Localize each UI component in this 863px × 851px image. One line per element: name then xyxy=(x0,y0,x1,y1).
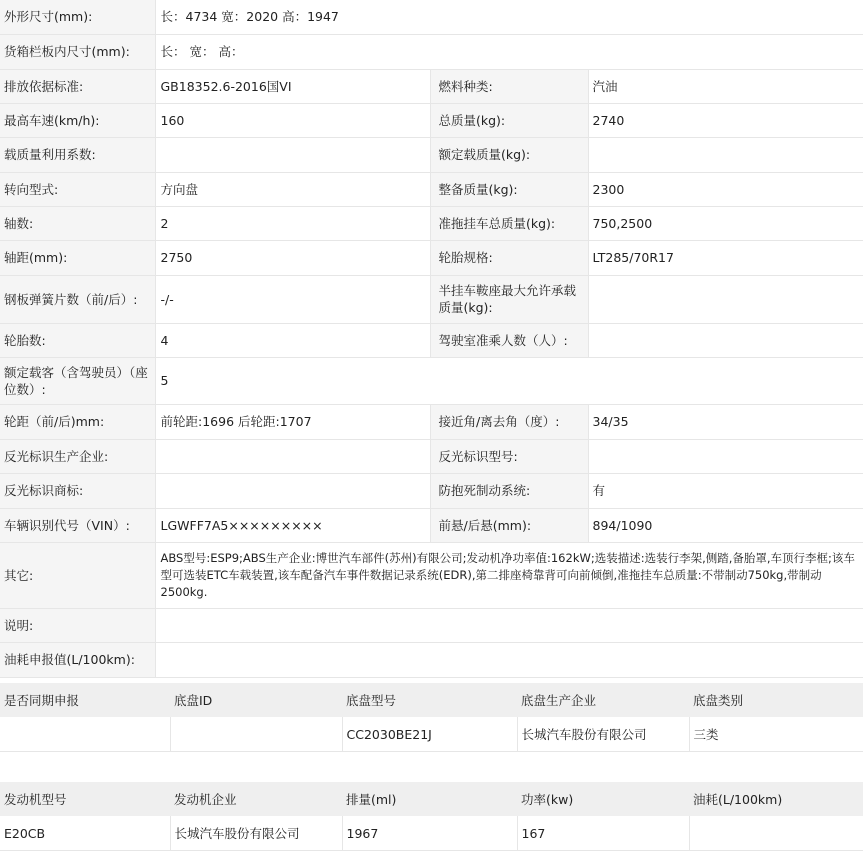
total-mass-value: 2740 xyxy=(588,103,863,137)
chassis-header-cell: 底盘型号 xyxy=(342,683,517,717)
chassis-header-cell: 底盘ID xyxy=(170,683,342,717)
overhang-label: 前悬/后悬(mm): xyxy=(430,508,588,542)
other-label: 其它: xyxy=(0,542,155,608)
vin-value: LGWFF7A5××××××××× xyxy=(155,508,430,542)
chassis-header-row xyxy=(0,683,863,717)
steering-value: 方向盘 xyxy=(155,172,430,206)
leaf-value: -/- xyxy=(155,275,430,323)
tire-spec-label: 轮胎规格: xyxy=(430,240,588,275)
axles-value: 2 xyxy=(155,206,430,240)
chassis-cell: CC2030BE21J xyxy=(342,717,517,752)
cargo-value: 长： 宽： 高： xyxy=(155,34,863,69)
refl-model-label: 反光标识型号: xyxy=(430,439,588,473)
consumption-label: 油耗申报值(L/100km): xyxy=(0,642,155,677)
load-util-value xyxy=(155,137,430,172)
tires-value: 4 xyxy=(155,323,430,357)
cargo-label: 货箱栏板内尺寸(mm): xyxy=(0,34,155,69)
spec-row-cargo xyxy=(0,34,863,69)
refl-brand-value xyxy=(155,473,430,508)
note-label: 说明: xyxy=(0,608,155,642)
spec-row-passengers xyxy=(0,357,863,404)
dims-label: 外形尺寸(mm): xyxy=(0,0,155,34)
spec-row-track xyxy=(0,404,863,439)
refl-model-value xyxy=(588,439,863,473)
spec-row-leaf xyxy=(0,275,863,323)
leaf-label: 钢板弹簧片数（前/后）: xyxy=(0,275,155,323)
spec-row-emission xyxy=(0,69,863,103)
chassis-cell: 三类 xyxy=(689,717,863,752)
passengers-label: 额定载客（含驾驶员）（座位数）: xyxy=(0,357,155,404)
engine-header-cell: 油耗(L/100km) xyxy=(689,782,863,816)
refl-mfr-value xyxy=(155,439,430,473)
spec-row-other xyxy=(0,542,863,608)
passengers-value: 5 xyxy=(155,357,863,404)
engine-cell: E20CB xyxy=(0,816,170,851)
fuel-value: 汽油 xyxy=(588,69,863,103)
trailer-label: 准拖挂车总质量(kg): xyxy=(430,206,588,240)
other-value: ABS型号:ESP9;ABS生产企业:博世汽车部件(苏州)有限公司;发动机净功率值:162kW;选装描述:选装行李架,侧踏,备胎罩,车顶行李框;该车型可选装ETC车载装置,该车配备汽车事件数据记录系统(EDR),第二排座椅靠背可向前倾倒,准拖挂车总质量:不带制动750kg,带制动2500kg. xyxy=(155,542,863,608)
wheelbase-value: 2750 xyxy=(155,240,430,275)
cab-label: 驾驶室准乘人数（人）: xyxy=(430,323,588,357)
abs-label: 防抱死制动系统: xyxy=(430,473,588,508)
refl-brand-label: 反光标识商标: xyxy=(0,473,155,508)
curb-value: 2300 xyxy=(588,172,863,206)
engine-cell: 167 xyxy=(517,816,689,851)
angle-label: 接近角/离去角（度）: xyxy=(430,404,588,439)
speed-label: 最高车速(km/h): xyxy=(0,103,155,137)
track-label: 轮距（前/后)mm: xyxy=(0,404,155,439)
engine-cell: 长城汽车股份有限公司 xyxy=(170,816,342,851)
spec-row-wheelbase xyxy=(0,240,863,275)
emission-label: 排放依据标准: xyxy=(0,69,155,103)
curb-label: 整备质量(kg): xyxy=(430,172,588,206)
rated-load-label: 额定载质量(kg): xyxy=(430,137,588,172)
wheelbase-label: 轴距(mm): xyxy=(0,240,155,275)
consumption-value xyxy=(155,642,863,677)
chassis-cell xyxy=(0,717,170,752)
spec-row-load xyxy=(0,137,863,172)
refl-mfr-label: 反光标识生产企业: xyxy=(0,439,155,473)
vin-label: 车辆识别代号（VIN）: xyxy=(0,508,155,542)
cab-value xyxy=(588,323,863,357)
abs-value: 有 xyxy=(588,473,863,508)
spec-row-vin xyxy=(0,508,863,542)
tire-spec-value: LT285/70R17 xyxy=(588,240,863,275)
spec-row-tires xyxy=(0,323,863,357)
axles-label: 轴数: xyxy=(0,206,155,240)
note-value xyxy=(155,608,863,642)
spec-row-axles xyxy=(0,206,863,240)
trailer-value: 750,2500 xyxy=(588,206,863,240)
semi-value xyxy=(588,275,863,323)
fuel-label: 燃料种类: xyxy=(430,69,588,103)
angle-value: 34/35 xyxy=(588,404,863,439)
dims-value: 长：4734 宽：2020 高：1947 xyxy=(155,0,863,34)
chassis-cell: 长城汽车股份有限公司 xyxy=(517,717,689,752)
chassis-table xyxy=(0,683,863,752)
emission-value: GB18352.6-2016国VI xyxy=(155,69,430,103)
chassis-header-cell: 底盘生产企业 xyxy=(517,683,689,717)
engine-header-cell: 发动机企业 xyxy=(170,782,342,816)
load-util-label: 载质量利用系数: xyxy=(0,137,155,172)
spec-row-speed xyxy=(0,103,863,137)
spec-row-reflector-brand xyxy=(0,473,863,508)
speed-value: 160 xyxy=(155,103,430,137)
engine-header-cell: 发动机型号 xyxy=(0,782,170,816)
overhang-value: 894/1090 xyxy=(588,508,863,542)
engine-cell xyxy=(689,816,863,851)
spec-row-dimensions xyxy=(0,0,863,34)
section-gap xyxy=(0,752,863,782)
engine-table xyxy=(0,782,863,851)
track-value: 前轮距:1696 后轮距:1707 xyxy=(155,404,430,439)
steering-label: 转向型式: xyxy=(0,172,155,206)
engine-data-row xyxy=(0,816,863,851)
semi-label: 半挂车鞍座最大允许承载质量(kg): xyxy=(430,275,588,323)
engine-header-cell: 功率(kw) xyxy=(517,782,689,816)
spec-row-steering xyxy=(0,172,863,206)
chassis-data-row xyxy=(0,717,863,752)
spec-row-reflector xyxy=(0,439,863,473)
spec-row-consumption xyxy=(0,642,863,677)
spec-row-note xyxy=(0,608,863,642)
tires-label: 轮胎数: xyxy=(0,323,155,357)
chassis-header-cell: 底盘类别 xyxy=(689,683,863,717)
engine-cell: 1967 xyxy=(342,816,517,851)
engine-header-row xyxy=(0,782,863,816)
chassis-cell xyxy=(170,717,342,752)
total-mass-label: 总质量(kg): xyxy=(430,103,588,137)
chassis-header-cell: 是否同期申报 xyxy=(0,683,170,717)
engine-header-cell: 排量(ml) xyxy=(342,782,517,816)
rated-load-value xyxy=(588,137,863,172)
